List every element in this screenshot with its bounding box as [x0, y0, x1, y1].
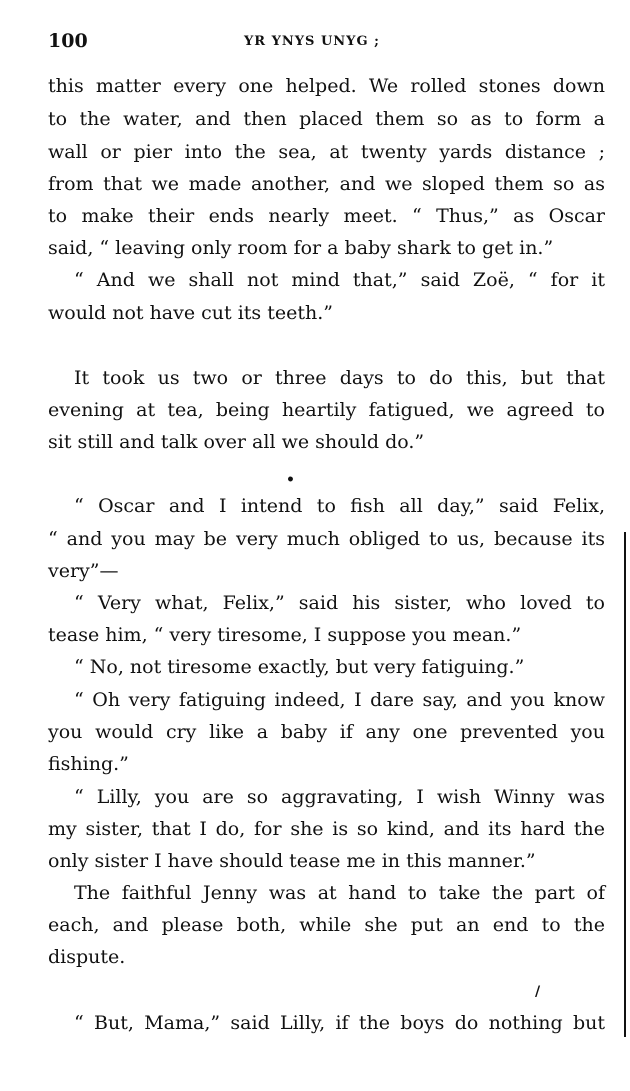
text-line: each, and please both, while she put an end to the [48, 914, 605, 936]
text-line: “ Oh very fatiguing indeed, I dare say, and you know [74, 689, 605, 711]
text-line: “ But, Mama,” said Lilly, if the boys do nothing but [74, 1012, 605, 1034]
text-line: dispute. [48, 946, 126, 968]
text-line: very”— [48, 560, 119, 582]
text-line: you would cry like a baby if any one prevented you [48, 721, 605, 743]
text-line: to the water, and then placed them so as to form a [48, 108, 605, 130]
text-line: would not have cut its teeth.” [48, 302, 333, 324]
printer-mark: • [286, 472, 295, 488]
text-line: from that we made another, and we sloped them so as [48, 173, 605, 195]
printer-mark: / [535, 984, 541, 1000]
text-line: evening at tea, being heartily fatigued, we agreed to [48, 399, 605, 421]
text-line: It took us two or three days to do this, but that [74, 367, 605, 389]
text-line: wall or pier into the sea, at twenty yards distance ; [48, 141, 605, 163]
text-line: “ Very what, Felix,” said his sister, who loved to [74, 592, 605, 614]
text-line: my sister, that I do, for she is so kind, and its hard the [48, 818, 605, 840]
text-line: The faithful Jenny was at hand to take the part of [74, 882, 605, 904]
running-title: YR YNYS UNYG ; [244, 34, 380, 49]
page-number: 100 [48, 30, 88, 52]
text-line: “ Oscar and I intend to fish all day,” said Felix, [74, 495, 605, 517]
text-line: to make their ends nearly meet. “ Thus,” as Oscar [48, 205, 605, 227]
text-line: this matter every one helped. We rolled stones down [48, 75, 605, 97]
text-line: “ Lilly, you are so aggravating, I wish Winny was [74, 786, 605, 808]
text-line: “ And we shall not mind that,” said Zoë, “ for it [74, 269, 605, 291]
text-line: “ No, not tiresome exactly, but very fatiguing.” [74, 656, 525, 678]
text-line: fishing.” [48, 753, 129, 775]
page-edge-rule [624, 532, 626, 1037]
page-header [48, 30, 608, 54]
text-line: said, “ leaving only room for a baby shark to get in.” [48, 237, 554, 259]
text-line: tease him, “ very tiresome, I suppose you mean.” [48, 624, 522, 646]
text-line: “ and you may be very much obliged to us, because its [48, 528, 605, 550]
text-line: only sister I have should tease me in this manner.” [48, 850, 536, 872]
text-line: sit still and talk over all we should do.” [48, 431, 425, 453]
